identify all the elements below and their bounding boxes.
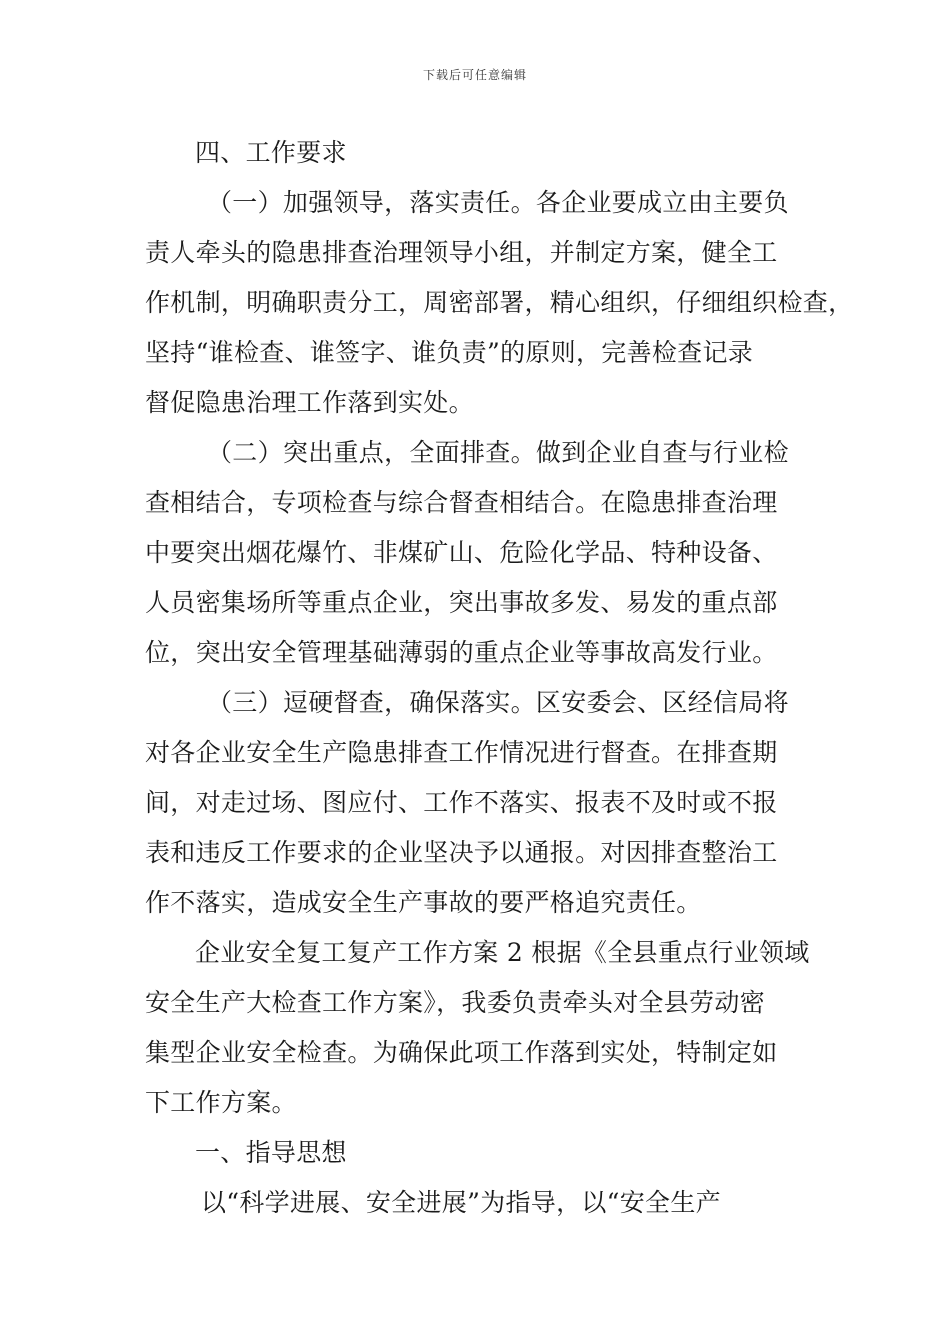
paragraph-line: 中要突出烟花爆竹、非煤矿山、危险化学品、特种设备、 xyxy=(145,538,778,567)
paragraph-line: （三）逗硬督查，确保落实。区安委会、区经信局将 xyxy=(207,688,789,717)
paragraph-line: 人员密集场所等重点企业，突出事故多发、易发的重点部 xyxy=(145,588,778,617)
paragraph-line: 集型企业安全检查。为确保此项工作落到实处，特制定如 xyxy=(145,1038,778,1067)
paragraph-line: 作机制，明确职责分工，周密部署，精心组织，仔细组织检查， xyxy=(145,288,854,317)
paragraph-line: 督促隐患治理工作落到实处。 xyxy=(145,388,474,417)
paragraph-line: 查相结合，专项检查与综合督查相结合。在隐患排查治理 xyxy=(145,488,778,517)
paragraph-line: 位，突出安全管理基础薄弱的重点企业等事故高发行业。 xyxy=(145,638,778,667)
paragraph-line: 责人牵头的隐患排查治理领导小组，并制定方案，健全工 xyxy=(145,238,778,267)
paragraph-line: （二）突出重点，全面排查。做到企业自查与行业检 xyxy=(207,438,789,467)
paragraph-line: （一）加强领导，落实责任。各企业要成立由主要负 xyxy=(207,188,789,217)
paragraph-line: 对各企业安全生产隐患排查工作情况进行督查。在排查期 xyxy=(145,738,778,767)
paragraph-line: 作不落实，造成安全生产事故的要严格追究责任。 xyxy=(145,888,702,917)
section-heading: 四、工作要求 xyxy=(195,138,347,167)
paragraph-line: 间，对走过场、图应付、工作不落实、报表不及时或不报 xyxy=(145,788,778,817)
document-body xyxy=(145,128,854,1228)
paragraph-line: 表和违反工作要求的企业坚决予以通报。对因排查整治工 xyxy=(145,838,778,867)
paragraph-line: 安全生产大检查工作方案》，我委负责牵头对全县劳动密 xyxy=(145,988,766,1017)
paragraph-line: 下工作方案。 xyxy=(145,1088,297,1117)
paragraph-line: 企业安全复工复产工作方案 2 根据《全县重点行业领域 xyxy=(195,938,810,967)
paragraph-line: 坚持“谁检查、谁签字、谁负责”的原则，完善检查记录 xyxy=(145,338,754,367)
header-note: 下载后可任意编辑 xyxy=(422,68,527,82)
paragraph-line: 以“科学进展、安全进展”为指导，以“安全生产 xyxy=(201,1188,721,1217)
section-heading: 一、指导思想 xyxy=(195,1138,347,1167)
